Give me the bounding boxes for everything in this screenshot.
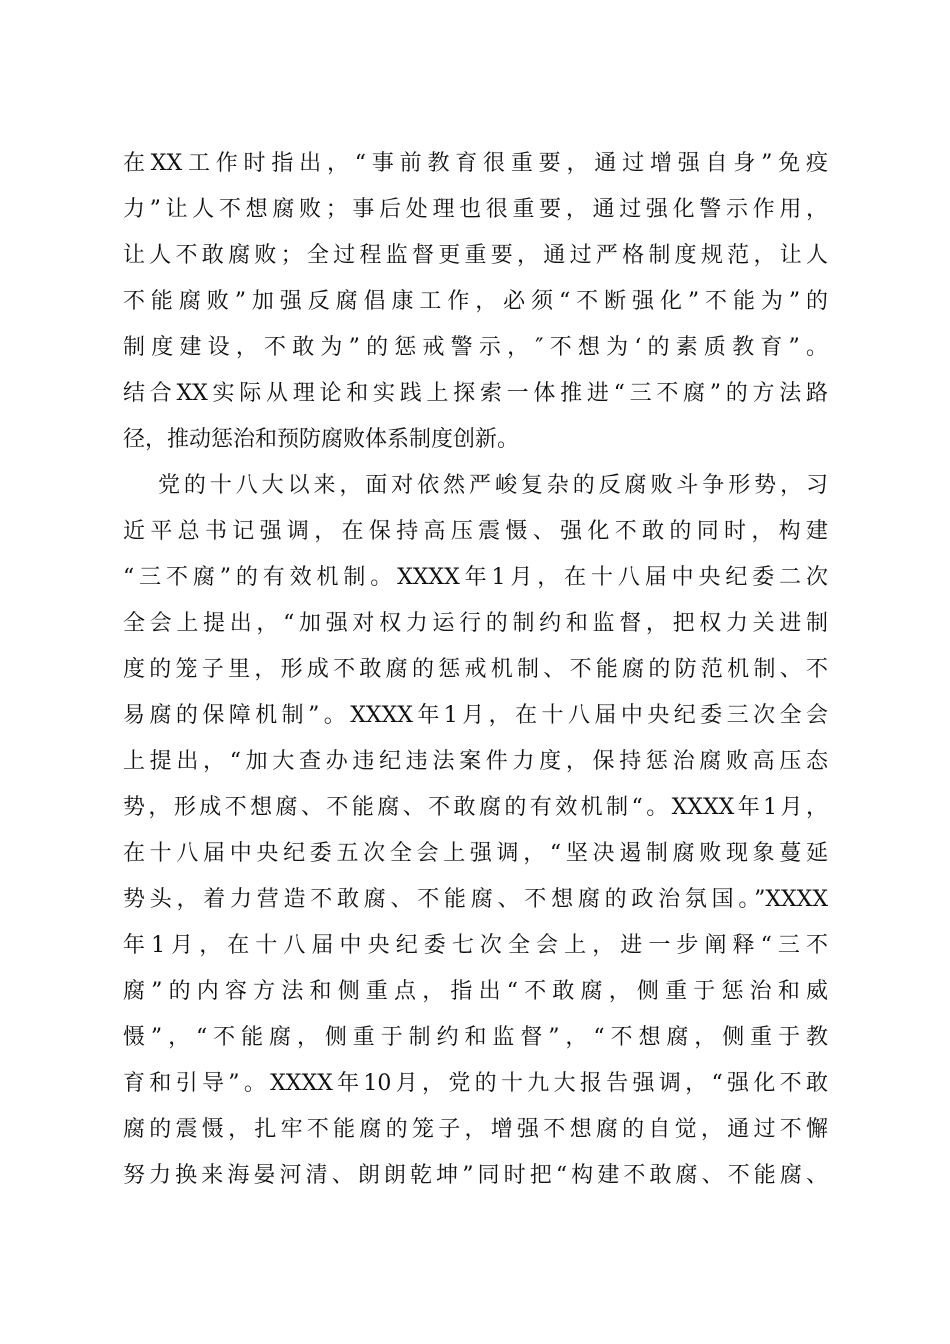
document-body	[123, 141, 828, 1199]
text-line: 力”让人不想腐败；事后处理也很重要，通过强化警示作用，	[123, 197, 828, 222]
text-line: 势头，着力营造不敢腐、不能腐、不想腐的政治氛国。”XXXX	[123, 887, 828, 912]
text-line: 年1月，在十八届中央纪委七次全会上，进一步阐释“三不	[123, 933, 828, 958]
text-line: 在XX工作时指出，“事前教育很重要，通过增强自身”免疫	[123, 151, 828, 176]
text-line: 易腐的保障机制”。XXXX年1月，在十八届中央纪委三次全会	[123, 703, 828, 728]
text-line: “三不腐”的有效机制。XXXX年1月，在十八届中央纪委二次	[123, 565, 828, 590]
text-line: 上提出，“加大查办违纪违法案件力度，保持惩治腐败高压态	[123, 749, 828, 774]
text-line: 党的十八大以来，面对依然严峻复杂的反腐败斗争形势，习	[158, 473, 828, 498]
text-line: 度的笼子里，形成不敢腐的惩戒机制、不能腐的防范机制、不	[123, 657, 828, 682]
text-line: 让人不敢腐败；全过程监督更重要，通过严格制度规范，让人	[123, 243, 828, 268]
text-line: 育和引导”。XXXX年10月，党的十九大报告强调，“强化不敢	[123, 1071, 828, 1096]
text-line: 在十八届中央纪委五次全会上强调，“坚决遏制腐败现象蔓延	[123, 841, 828, 866]
text-line: 慑”，“不能腐，侧重于制约和监督”，“不想腐，侧重于教	[123, 1025, 828, 1050]
text-line: 腐的震慑，扎牢不能腐的笼子，增强不想腐的自觉，通过不懈	[123, 1117, 828, 1142]
text-line: 结合XX实际从理论和实践上探索一体推进“三不腐”的方法路	[123, 381, 828, 406]
text-line: 不能腐败”加强反腐倡康工作，必须“不断强化”不能为”的	[123, 289, 828, 314]
text-line: 制度建设，不敢为”的惩戒警示，″不想为‘的素质教育”。	[123, 335, 828, 360]
text-line: 径，推动惩治和预防腐败体系制度创新。	[123, 427, 520, 452]
paragraph-2	[123, 463, 828, 1199]
text-line: 势，形成不想腐、不能腐、不敢腐的有效机制“。XXXX年1月，	[123, 795, 828, 820]
text-line: 努力换来海晏河清、朗朗乾坤”同时把“构建不敢腐、不能腐、	[123, 1163, 828, 1188]
text-line: 全会上提出，“加强对权力运行的制约和监督，把权力关进制	[123, 611, 828, 636]
paragraph-1	[123, 141, 828, 463]
text-line: 近平总书记强调，在保持高压震慑、强化不敢的同时，构建	[123, 519, 828, 544]
text-line: 腐”的内容方法和侧重点，指出“不敢腐，侧重于惩治和威	[123, 979, 828, 1004]
